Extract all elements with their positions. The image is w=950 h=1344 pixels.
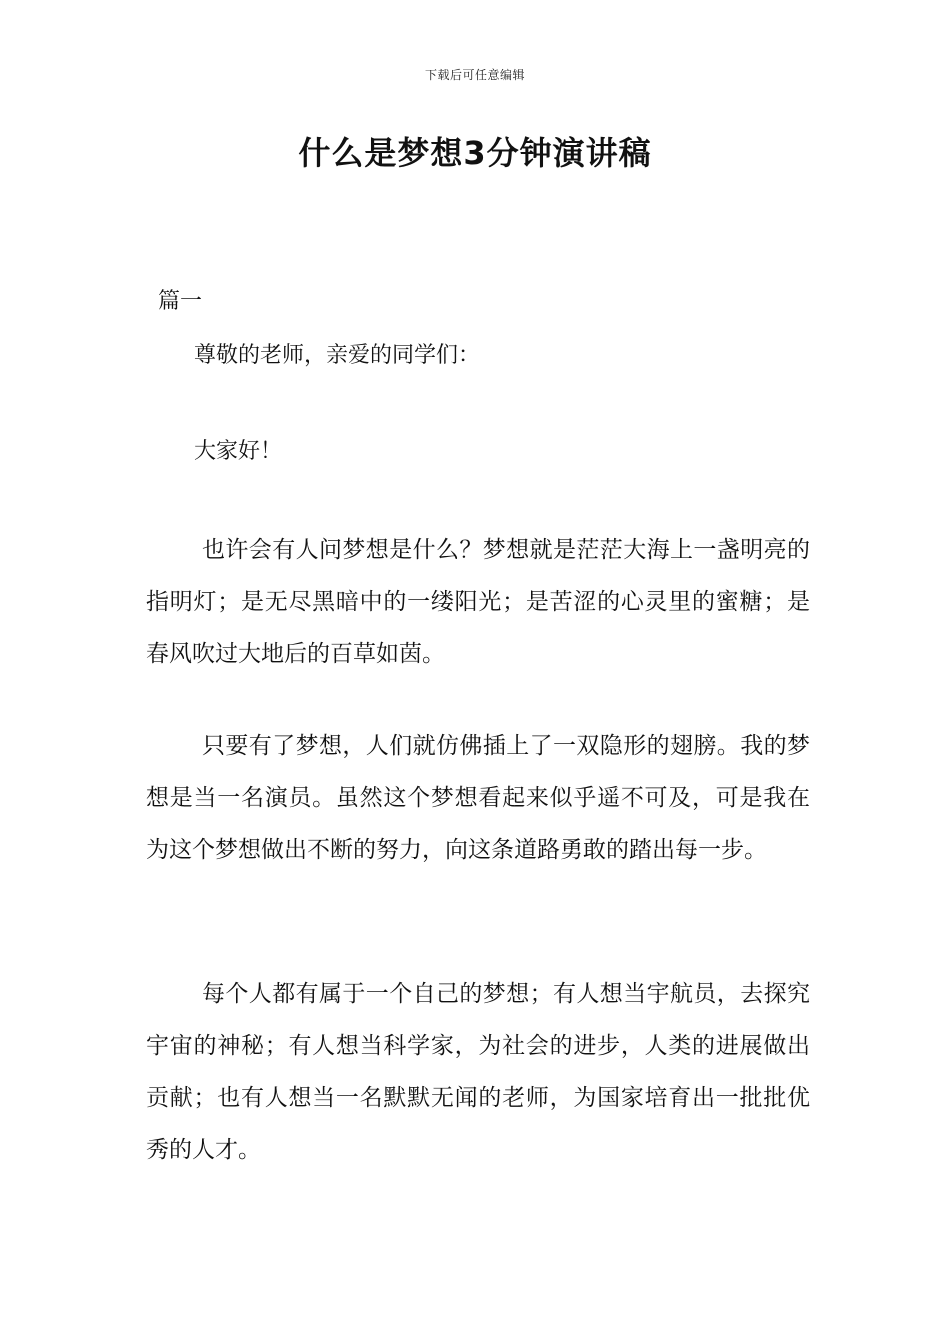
- salutation: 尊敬的老师，亲爱的同学们：: [194, 343, 481, 368]
- greeting: 大家好！: [194, 439, 283, 464]
- paragraph-2: 只要有了梦想，人们就仿佛插上了一双隐形的翅膀。我的梦想是当一名演员。虽然这个梦想看起来似乎遥不可及，可是我在为这个梦想做出不断的努力，向这条道路勇敢的踏出每一步。: [146, 733, 810, 863]
- paragraph-1: 也许会有人问梦想是什么？梦想就是茫茫大海上一盏明亮的指明灯；是无尽黑暗中的一缕阳光；是苦涩的心灵里的蜜糖；是春风吹过大地后的百草如茵。: [146, 537, 810, 667]
- paragraph-3: 每个人都有属于一个自己的梦想；有人想当宇航员，去探究宇宙的神秘；有人想当科学家，为社会的进步，人类的进展做出贡献；也有人想当一名默默无闻的老师，为国家培育出一批批优秀的人才。: [146, 981, 810, 1163]
- section-label: 篇一: [158, 289, 203, 314]
- header-note: 下载后可任意编辑: [424, 68, 525, 82]
- document-title: 什么是梦想3分钟演讲稿: [298, 134, 652, 172]
